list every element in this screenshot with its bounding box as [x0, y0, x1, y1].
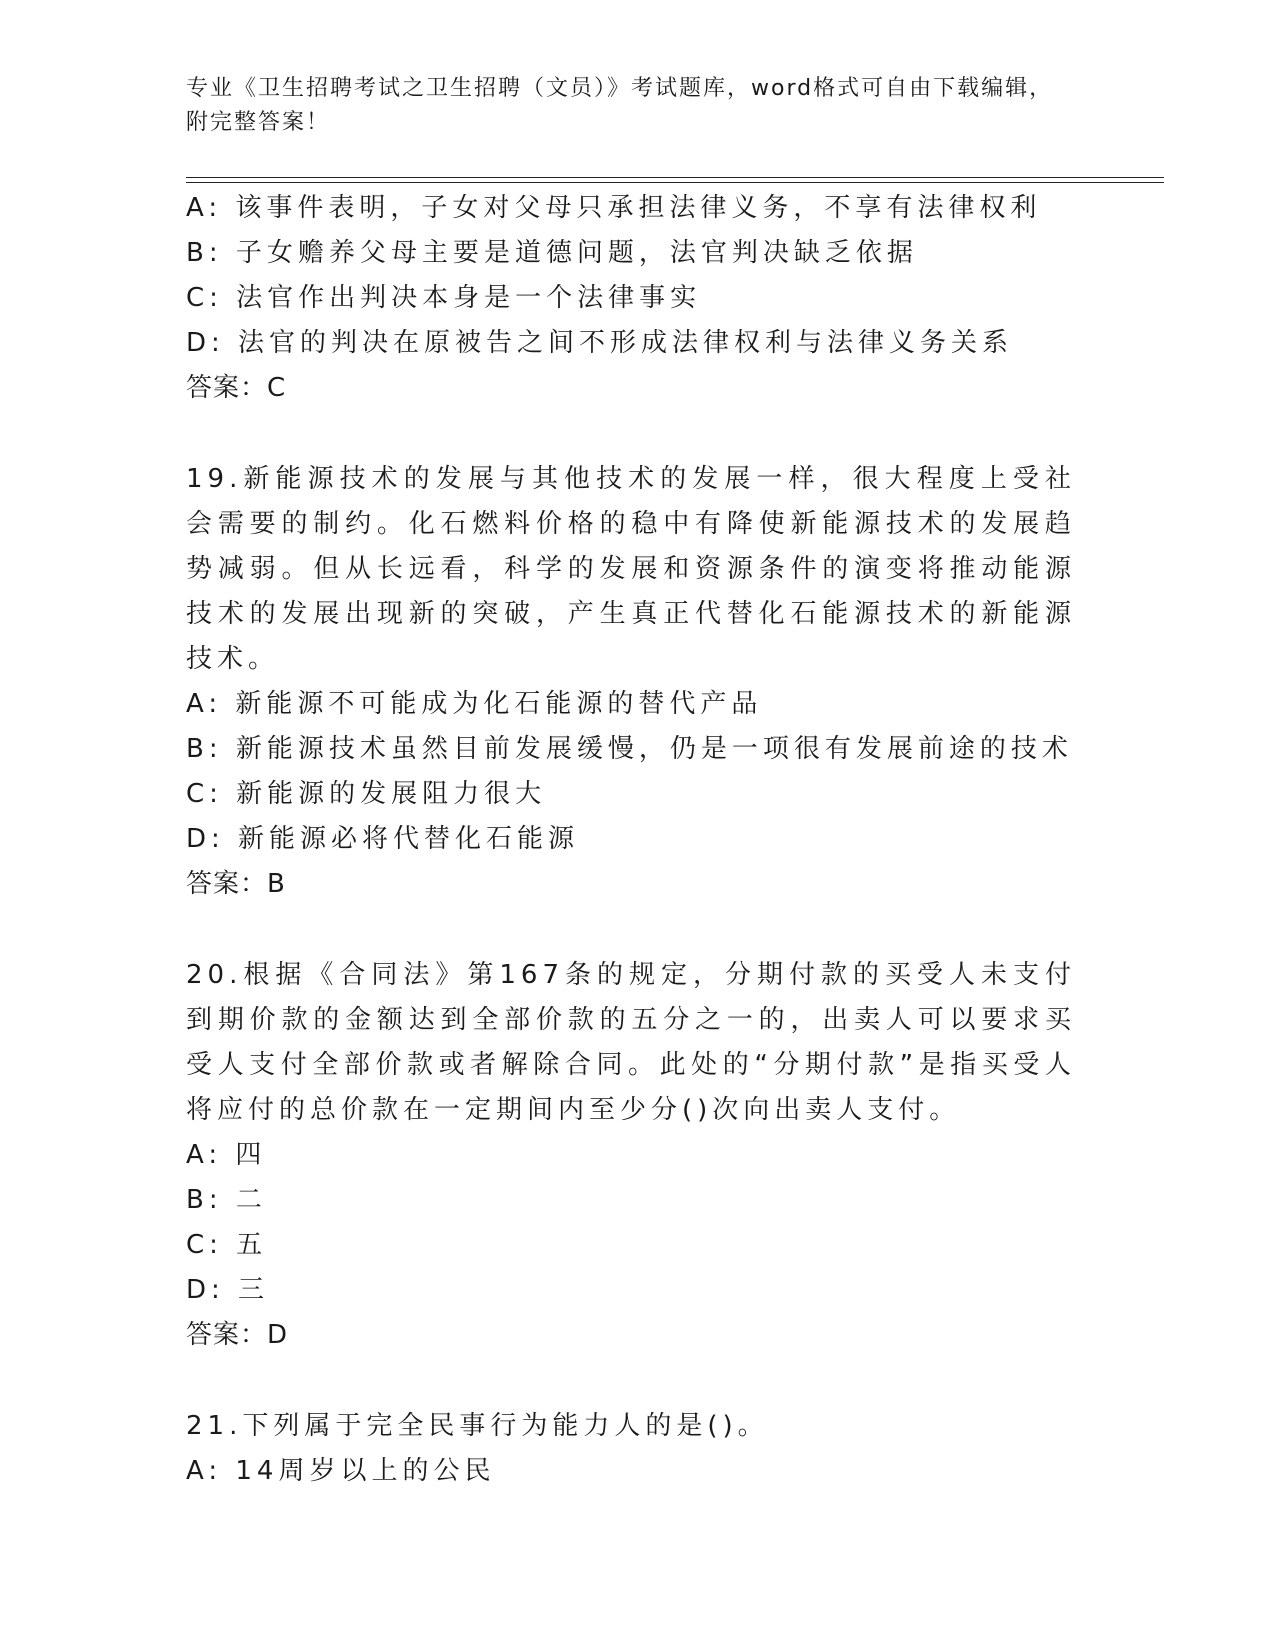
option-d: D: 三	[186, 1275, 270, 1305]
option-d: D: 法官的判决在原被告之间不形成法律权利与法律义务关系	[186, 328, 1014, 358]
question-21	[186, 1404, 1086, 1494]
option-c: C: 法官作出判决本身是一个法律事实	[186, 283, 702, 313]
answer-line: 答案：D	[186, 1320, 289, 1350]
header-divider-top	[186, 177, 1164, 178]
option-a: A: 四	[186, 1140, 267, 1170]
question-19	[186, 457, 1086, 907]
question-text: 20.根据《合同法》第167条的规定，分期付款的买受人未支付到期价款的金额达到全部价款的五分之一的，出卖人可以要求买受人支付全部价款或者解除合同。此处的“分期付款”是指买受人将应付的总价款在一定期间内至少分()次向出卖人支付。	[186, 960, 1076, 1125]
option-c: C: 新能源的发展阻力很大	[186, 779, 547, 809]
option-a: A: 该事件表明，子女对父母只承担法律义务，不享有法律权利	[186, 193, 1042, 223]
document-header	[186, 72, 1066, 140]
question-text: 19.新能源技术的发展与其他技术的发展一样，很大程度上受社会需要的制约。化石燃料价格的稳中有降使新能源技术的发展趋势减弱。但从长远看，科学的发展和资源条件的演变将推动能源技术的发展出现新的突破，产生真正代替化石能源技术的新能源技术。	[186, 464, 1076, 674]
option-b: B: 二	[186, 1185, 267, 1215]
option-d: D: 新能源必将代替化石能源	[186, 824, 580, 854]
option-a: A: 新能源不可能成为化石能源的替代产品	[186, 689, 763, 719]
document-body	[186, 186, 1086, 1494]
option-a: A: 14周岁以上的公民	[186, 1456, 496, 1486]
answer-line: 答案：C	[186, 373, 287, 403]
option-b: B: 子女赡养父母主要是道德问题，法官判决缺乏依据	[186, 238, 918, 268]
question-20	[186, 953, 1086, 1358]
question-text: 21.下列属于完全民事行为能力人的是()。	[186, 1411, 769, 1441]
question-18	[186, 186, 1086, 411]
option-c: C: 五	[186, 1230, 268, 1260]
option-b: B: 新能源技术虽然目前发展缓慢，仍是一项很有发展前途的技术	[186, 734, 1073, 764]
answer-line: 答案：B	[186, 869, 286, 899]
header-text: 专业《卫生招聘考试之卫生招聘（文员）》考试题库，word格式可自由下载编辑，附完整答案！	[186, 76, 1054, 135]
header-divider-bottom	[186, 182, 1164, 183]
